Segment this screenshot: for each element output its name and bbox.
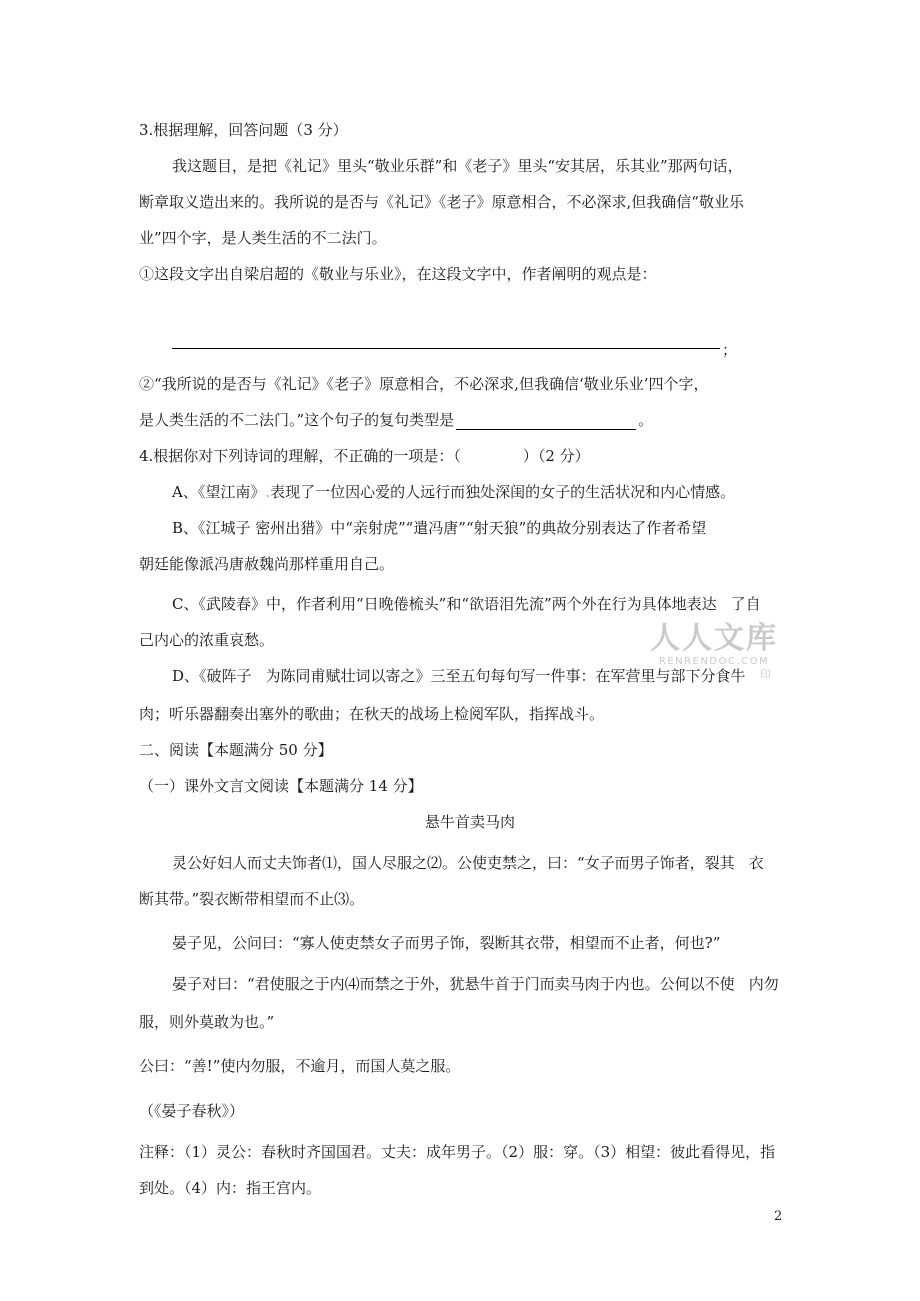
passage-p3-text-end: 内勿 xyxy=(748,975,779,993)
q3-sub2-text: 是人类生活的不二法门。”这个句子的复句类型是 xyxy=(139,411,455,429)
q4-option-c-text-end: 了自 xyxy=(730,595,761,613)
q4-option-c-line2: 己内心的浓重哀愁。 xyxy=(139,631,275,649)
q3-sub1: ①这段文字出自梁启超的《敬业与乐业》，在这段文字中，作者阐明的观点是： xyxy=(139,265,657,283)
q4-option-a-label: A、《望江南》 xyxy=(172,483,266,501)
answer-blank-2[interactable] xyxy=(456,413,636,430)
watermark-main-text: 人人文库 xyxy=(650,621,778,656)
watermark-print-text: 印 xyxy=(760,668,771,681)
passage-p1-line2: 断其带。”裂衣断带相望而不止⑶。 xyxy=(139,890,365,908)
q4-option-c-text: C、《武陵春》中，作者利用“日晚倦梳头”和“欲语泪先流”两个外在行为具体地表达 xyxy=(172,595,717,613)
q4-option-b-line1: B、《江城子 密州出猎》中“亲射虎”“遣冯唐”“射天狼”的典故分别表达了作者希望 xyxy=(172,519,707,537)
section2-heading: 二、阅读【本题满分 50 分】 xyxy=(139,741,333,759)
page-number: 2 xyxy=(774,1209,783,1224)
answer-blank-1[interactable] xyxy=(172,348,720,349)
option-a-mark: . xyxy=(265,483,271,501)
q4-heading xyxy=(139,446,590,466)
passage-title: 悬牛首卖马肉 xyxy=(424,813,515,831)
passage-p2: 晏子见，公问曰：“寡人使吏禁女子而男子饰，裂断其衣带，相望而不止者，何也?” xyxy=(172,934,721,952)
q4-option-d-label: D、《破阵子 xyxy=(172,667,252,685)
q4-option-a-text: 表现了一位因心爱的人远行而独处深闺的女子的生活状况和内心情感。 xyxy=(270,483,736,501)
q4-option-c-line1 xyxy=(172,594,761,614)
q4-heading-score: ）（2 分） xyxy=(522,447,590,465)
q3-paragraph-line1: 我这题目，是把《礼记》里头“敬业乐群”和《老子》里头“安其居，乐其业”那两句话， xyxy=(172,157,743,175)
watermark-logo xyxy=(650,622,778,668)
section2-subheading: （一）课外文言文阅读【本题满分 14 分】 xyxy=(139,777,423,795)
passage-p1-line1 xyxy=(172,853,764,873)
passage-notes-line2: 到处。（4）内：指王宫内。 xyxy=(139,1179,322,1197)
q4-option-b-line2: 朝廷能像派冯唐赦魏尚那样重用自己。 xyxy=(139,555,395,573)
q4-option-d-text: 为陈同甫赋壮词以寄之》三至五句每句写一件事：在军营里与部下分食牛 xyxy=(265,667,746,685)
q3-paragraph-line2: 断章取义造出来的。我所说的是否与《礼记》《老子》原意相合，不必深求,但我确信“敬业乐 xyxy=(139,193,744,211)
q3-paragraph-line3: 业”四个字，是人类生活的不二法门。 xyxy=(139,229,387,247)
q3-heading: 3.根据理解，回答问题（3 分） xyxy=(139,121,348,139)
q3-sub2-line2 xyxy=(139,410,653,430)
q3-sub1-end: ； xyxy=(722,341,738,359)
passage-p3-text: 晏子对曰：“君使服之于内⑷而禁之于外，犹悬牛首于门而卖马肉于内也。公何以不使 xyxy=(172,975,735,993)
passage-p1-text: 灵公好妇人而丈夫饰者⑴，国人尽服之⑵。公使吏禁之，曰：“女子而男子饰者，裂其 xyxy=(172,854,735,872)
watermark-sub-text: RENRENDOC.COM xyxy=(658,656,770,667)
q4-heading-text: 4.根据你对下列诗词的理解，不正确的一项是：（ xyxy=(139,447,461,465)
passage-source: （《晏子春秋》） xyxy=(139,1102,245,1120)
passage-notes-line1: 注释：（1）灵公：春秋时齐国国君。丈夫：成年男子。（2）服：穿。（3）相望：彼此看得见，指 xyxy=(139,1143,776,1161)
q3-sub2-end: 。 xyxy=(638,411,654,429)
q4-option-d-line2: 肉；听乐器翻奏出塞外的歌曲；在秋天的战场上检阅军队，指挥战斗。 xyxy=(139,705,605,723)
passage-p1-text-end: 衣 xyxy=(748,854,764,872)
passage-p4: 公曰：“善!”使内勿服，不逾月，而国人莫之服。 xyxy=(139,1057,461,1075)
q3-sub2-line1: ②“我所说的是否与《礼记》《老子》原意相合，不必深求,但我确信‘敬业乐业’四个字， xyxy=(139,375,709,393)
passage-p3-line1 xyxy=(172,974,779,994)
q4-option-d-line1 xyxy=(172,666,746,686)
q4-option-a xyxy=(172,482,735,502)
passage-p3-line2: 服，则外莫敢为也。” xyxy=(139,1013,275,1031)
